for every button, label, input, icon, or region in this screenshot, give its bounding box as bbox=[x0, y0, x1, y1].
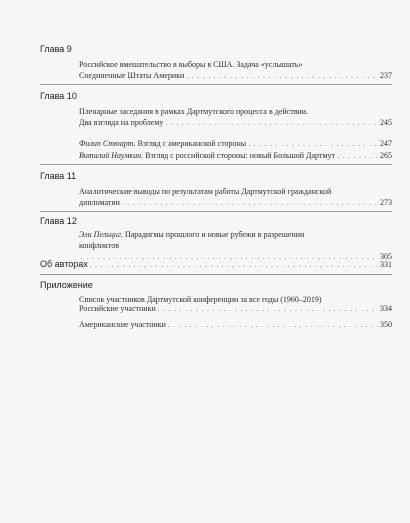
leader-dots bbox=[90, 260, 378, 271]
chapter-11-entry bbox=[79, 197, 392, 209]
about-authors-label: Об авторах bbox=[40, 259, 88, 269]
chapter-9-title-line1: Российское вмешательство в выборы в США. Задача «услышать» bbox=[79, 60, 303, 69]
leader-dots bbox=[165, 118, 378, 129]
chapter-11-title-line2: дипломатии bbox=[79, 198, 120, 207]
chapter-10-title-line2: Два взгляда на проблему bbox=[79, 118, 164, 127]
chapter-11-page: 273 bbox=[380, 198, 392, 207]
leader-dots bbox=[248, 139, 378, 150]
appendix-item-label: Американские участники bbox=[79, 320, 166, 329]
divider bbox=[40, 274, 392, 275]
sub-entry-title bbox=[79, 138, 246, 149]
divider bbox=[40, 211, 392, 212]
chapter-9-page: 237 bbox=[380, 71, 392, 80]
chapter-9-entry bbox=[79, 70, 392, 82]
sub-entry-page: 247 bbox=[380, 139, 392, 148]
appendix-item-russian bbox=[79, 303, 392, 315]
about-authors-entry bbox=[40, 259, 392, 271]
sub-entry-author: Виталий Наумкин. bbox=[79, 151, 144, 160]
leader-dots bbox=[122, 198, 378, 209]
about-authors-page: 331 bbox=[380, 260, 392, 269]
chapter-12-title-line2: конфликтов bbox=[79, 241, 119, 250]
sub-entry-text: Взгляд с российской стороны: новый Большой Дартмут bbox=[143, 151, 335, 160]
appendix-item-american bbox=[79, 319, 392, 331]
leader-dots bbox=[158, 304, 378, 315]
chapter-10-entry bbox=[79, 117, 392, 129]
sub-entry-title bbox=[79, 150, 335, 161]
appendix-title: Список участников Дартмутской конференции за все годы (1960–2019) bbox=[79, 295, 322, 304]
chapter-10-sub-entry-1 bbox=[79, 138, 392, 150]
chapter-11-title-line1: Аналитические выводы по результатам работы Дартмутской гражданской bbox=[79, 187, 332, 196]
chapter-12-page: 305 bbox=[380, 252, 392, 261]
chapter-12-author: Эли Пельциг. bbox=[79, 230, 123, 239]
appendix-item-label: Российские участники bbox=[79, 304, 156, 313]
chapter-11-heading: Глава 11 bbox=[40, 171, 77, 181]
chapter-10-sub-entry-2 bbox=[79, 150, 392, 162]
chapter-10-page: 245 bbox=[380, 118, 392, 127]
sub-entry-author: Филип Стюарт. bbox=[79, 139, 136, 148]
chapter-10-heading: Глава 10 bbox=[40, 91, 77, 101]
chapter-9-heading: Глава 9 bbox=[40, 44, 72, 54]
chapter-12-title-line1 bbox=[79, 229, 304, 240]
leader-dots bbox=[168, 320, 378, 331]
chapter-10-title-line1: Пленарные заседания в рамках Дартмутского процесса в действии. bbox=[79, 107, 309, 116]
sub-entry-page: 265 bbox=[380, 151, 392, 160]
chapter-9-title-line2: Соединенные Штаты Америки bbox=[79, 71, 185, 80]
sub-entry-text: Взгляд с американской стороны bbox=[135, 139, 247, 148]
appendix-item-page: 334 bbox=[380, 304, 392, 313]
leader-dots bbox=[337, 151, 378, 162]
chapter-12-heading: Глава 12 bbox=[40, 216, 77, 226]
divider bbox=[40, 84, 392, 85]
appendix-heading: Приложение bbox=[40, 280, 93, 290]
divider bbox=[40, 164, 392, 165]
appendix-item-page: 350 bbox=[380, 320, 392, 329]
leader-dots bbox=[186, 71, 378, 82]
chapter-12-title-text: Парадигмы прошлого и новые рубежи в разрешении bbox=[122, 230, 305, 239]
